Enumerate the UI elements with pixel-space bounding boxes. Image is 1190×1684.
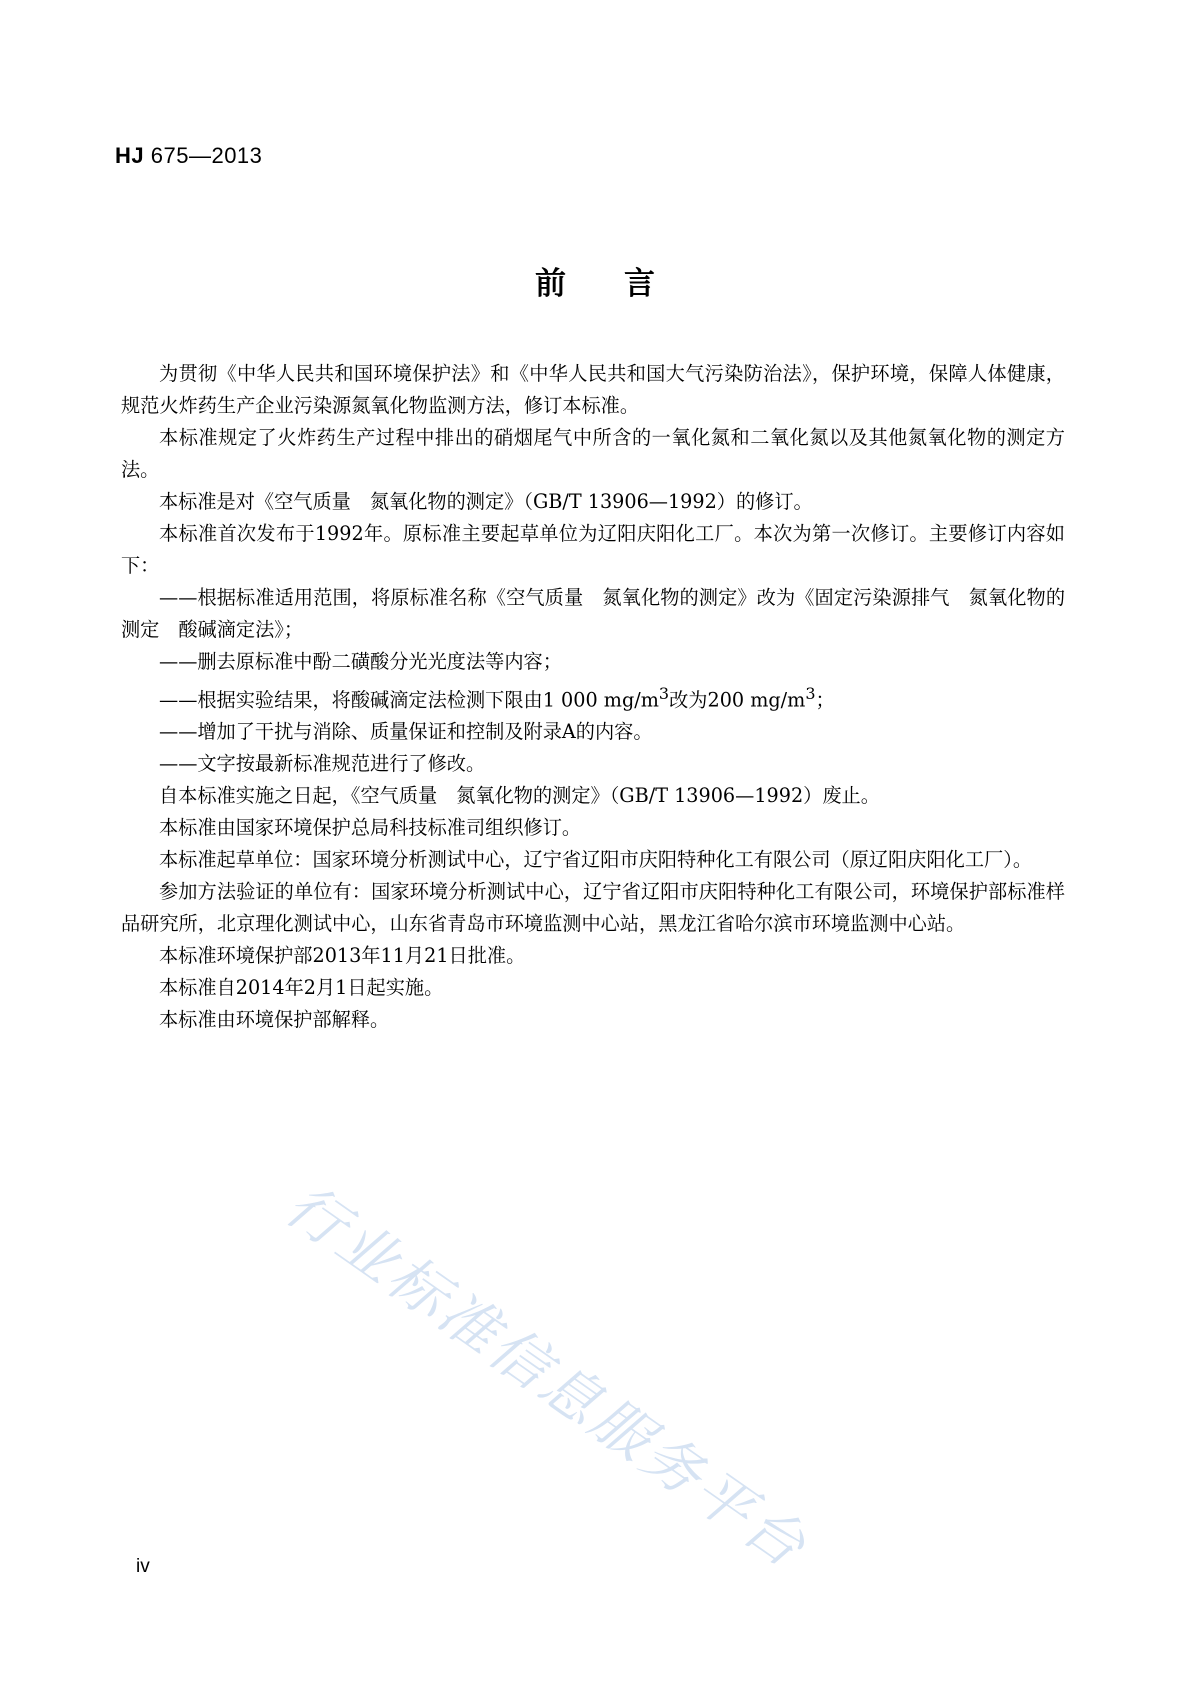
watermark: 行业标准信息服务平台	[273, 1170, 821, 1582]
text-run: ——根据实验结果，将酸碱滴定法检测下限由1 000 mg/m	[159, 688, 659, 712]
paragraph-history: 本标准首次发布于1992年。原标准主要起草单位为辽阳庆阳化工厂。本次为第一次修订。主要修订内容如下：	[121, 522, 1065, 577]
paragraph-organizer: 本标准由国家环境保护总局科技标准司组织修订。	[159, 816, 582, 840]
paragraph-abolition	[121, 780, 1065, 812]
standard-code-prefix: HJ	[115, 143, 145, 168]
list-item-additions: ——增加了干扰与消除、质量保证和控制及附录A的内容。	[159, 720, 653, 744]
paragraph-interpretation: 本标准由环境保护部解释。	[159, 1008, 390, 1032]
page-number: iv	[136, 1556, 150, 1577]
text-run: 氮氧化物的测定》（GB/T 13906—1992）废止。	[456, 784, 880, 808]
list-item-removed-method: ——删去原标准中酚二磺酸分光光度法等内容；	[159, 650, 562, 673]
text-run: ——根据标准适用范围，将原标准名称《空气质量	[159, 586, 584, 609]
paragraph-validation-units: 参加方法验证的单位有：国家环境分析测试中心，辽宁省辽阳市庆阳特种化工有限公司，环境保护部标准样品研究所，北京理化测试中心，山东省青岛市环境监测中心站，黑龙江省哈尔滨市环境监测中心站。	[121, 880, 1065, 936]
standard-code-number: 675—2013	[150, 143, 263, 168]
superscript: 3	[805, 684, 816, 703]
paragraph-revision-of	[121, 486, 1065, 518]
foreword-body	[121, 358, 1065, 1036]
text-run: ；	[815, 688, 835, 712]
text-run: 酸碱滴定法》；	[178, 618, 304, 641]
paragraph-effective-date: 本标准自2014年2月1日起实施。	[159, 976, 444, 1000]
page-title: 前言	[535, 266, 713, 302]
text-run: 本标准是对《空气质量	[159, 490, 351, 513]
text-run: 氮氧化物的测定	[121, 586, 1066, 641]
text-run: 氮氧化物的测定》（GB/T 13906—1992）的修订。	[369, 490, 813, 513]
text-run: 自本标准实施之日起，《空气质量	[159, 784, 438, 808]
text-run: 氮氧化物的测定》改为《固定污染源排气	[602, 586, 950, 609]
standard-code	[115, 143, 262, 169]
list-item-rename	[121, 582, 1065, 646]
paragraph-drafting-units: 本标准起草单位：国家环境分析测试中心，辽宁省辽阳市庆阳特种化工有限公司（原辽阳庆阳化工厂）。	[159, 848, 1033, 872]
list-item-detection-limit	[121, 678, 1065, 716]
paragraph-purpose: 为贯彻《中华人民共和国环境保护法》和《中华人民共和国大气污染防治法》，保护环境，保障人体健康，规范火炸药生产企业污染源氮氧化物监测方法，修订本标准。	[121, 362, 1065, 417]
superscript: 3	[658, 684, 670, 703]
paragraph-scope: 本标准规定了火炸药生产过程中排出的硝烟尾气中所含的一氧化氮和二氧化氮以及其他氮氧化物的测定方法。	[121, 426, 1065, 481]
list-item-editorial: ——文字按最新标准规范进行了修改。	[159, 752, 486, 776]
text-run: 改为200 mg/m	[669, 688, 806, 712]
paragraph-approval-date: 本标准环境保护部2013年11月21日批准。	[159, 944, 526, 968]
